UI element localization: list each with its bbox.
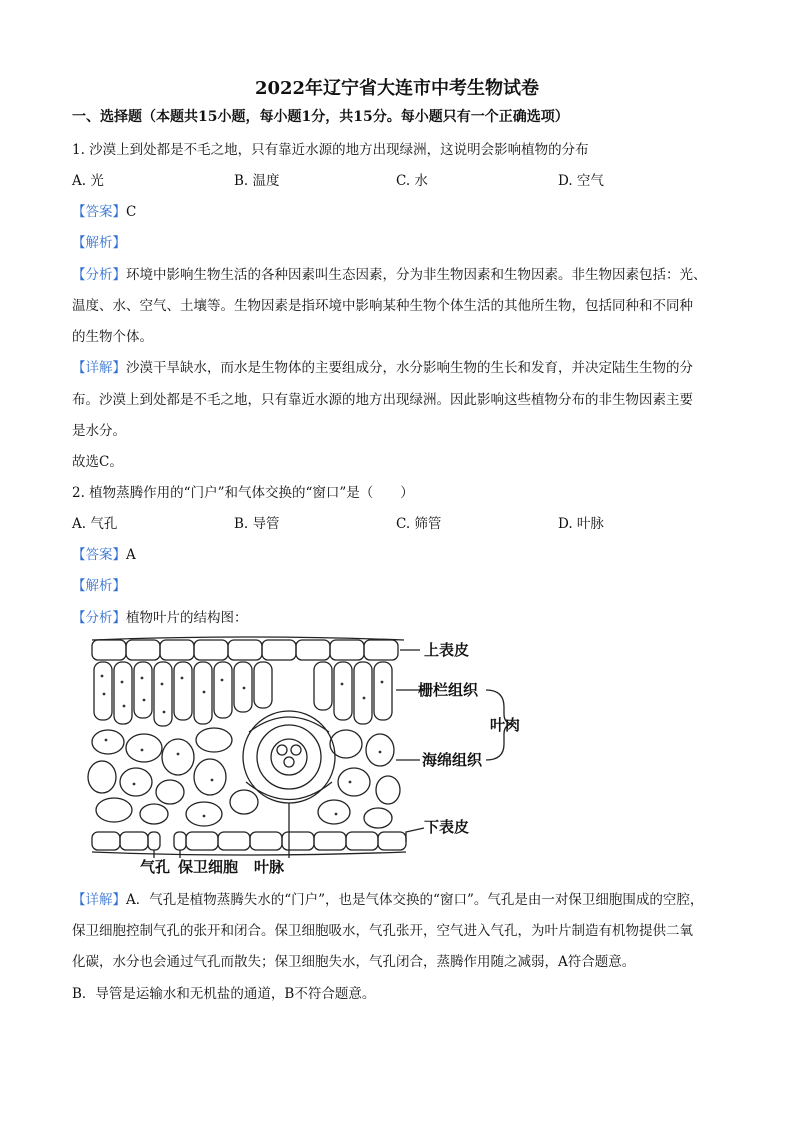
xiangjie-tag: 【详解】 <box>72 360 126 376</box>
xiangjie-tag: 【详解】 <box>72 892 126 908</box>
q1-xiangjie-line: 是水分。 <box>72 423 126 439</box>
q2-option-c: C. 筛管 <box>396 516 442 532</box>
q2-jiexi-tag: 【解析】 <box>72 578 126 594</box>
q1-fenxi-line: 的生物个体。 <box>72 329 153 345</box>
label-lower-epidermis: 下表皮 <box>424 818 470 836</box>
answer-value: A <box>126 547 136 563</box>
q1-option-d: D. 空气 <box>558 173 604 189</box>
q2-option-b: B. 导管 <box>234 516 280 532</box>
page-title: 2022年辽宁省大连市中考生物试卷 <box>254 78 540 99</box>
fenxi-tag: 【分析】 <box>72 610 126 626</box>
q2-option-d: D. 叶脉 <box>558 516 604 532</box>
answer-tag: 【答案】 <box>72 547 126 563</box>
q1-option-c: C. 水 <box>396 173 428 189</box>
q1-option-b: B. 温度 <box>234 173 280 189</box>
question-2-stem: 2. 植物蒸腾作用的“门户”和气体交换的“窗口”是（ ） <box>72 485 414 501</box>
q1-xiangjie-line <box>72 358 693 378</box>
q2-fenxi-line <box>72 608 248 628</box>
q1-xiangjie-line: 布。沙漠上到处都是不毛之地，只有靠近水源的地方出现绿洲。因此影响这些植物分布的非生物因素主要 <box>72 392 693 408</box>
label-mesophyll: 叶肉 <box>489 716 520 734</box>
q1-fenxi-line <box>72 265 707 285</box>
q1-conclusion: 故选C。 <box>72 454 123 470</box>
q2-xiangjie-line <box>72 890 703 910</box>
label-upper-epidermis: 上表皮 <box>424 641 470 659</box>
xiangjie-text: A．气孔是植物蒸腾失水的“门户”，也是气体交换的“窗口”。气孔是由一对保卫细胞围成的空腔， <box>126 892 704 908</box>
leaf-structure-diagram <box>84 632 520 882</box>
question-1-stem: 1. 沙漠上到处都是不毛之地，只有靠近水源的地方出现绿洲，这说明会影响植物的分布 <box>72 142 589 158</box>
q1-jiexi-tag: 【解析】 <box>72 235 126 251</box>
label-stoma: 气孔 <box>140 858 171 876</box>
q2-xiangjie-line: 化碳，水分也会通过气孔而散失；保卫细胞失水，气孔闭合，蒸腾作用随之减弱，A符合题意。 <box>72 954 636 970</box>
q2-option-a: A. 气孔 <box>72 516 118 532</box>
q1-option-a: A. 光 <box>72 173 104 189</box>
answer-value: C <box>126 204 137 220</box>
answer-tag: 【答案】 <box>72 204 126 220</box>
q2-xiangjie-line: 保卫细胞控制气孔的张开和闭合。保卫细胞吸水，气孔张开，空气进入气孔，为叶片制造有机物提供二氧 <box>72 923 693 939</box>
label-spongy: 海绵组织 <box>422 751 483 769</box>
q1-fenxi-line: 温度、水、空气、土壤等。生物因素是指环境中影响某种生物个体生活的其他所生物，包括同种和不同种 <box>72 298 693 314</box>
fenxi-text: 植物叶片的结构图： <box>126 610 248 626</box>
q1-answer <box>72 202 136 222</box>
section-heading: 一、选择题（本题共15小题，每小题1分，共15分。每小题只有一个正确选项） <box>72 109 569 125</box>
label-guard-cell: 保卫细胞 <box>178 858 239 876</box>
fenxi-text: 环境中影响生物生活的各种因素叫生态因素，分为非生物因素和生物因素。非生物因素包括：光、 <box>126 267 707 283</box>
q2-xiangjie-line: B．导管是运输水和无机盐的通道，B不符合题意。 <box>72 986 376 1002</box>
label-palisade: 栅栏组织 <box>418 681 479 699</box>
label-vein: 叶脉 <box>254 858 285 876</box>
fenxi-tag: 【分析】 <box>72 267 126 283</box>
q2-answer <box>72 545 136 565</box>
xiangjie-text: 沙漠干旱缺水，而水是生物体的主要组成分，水分影响生物的生长和发育，并决定陆生生物的分 <box>126 360 693 376</box>
